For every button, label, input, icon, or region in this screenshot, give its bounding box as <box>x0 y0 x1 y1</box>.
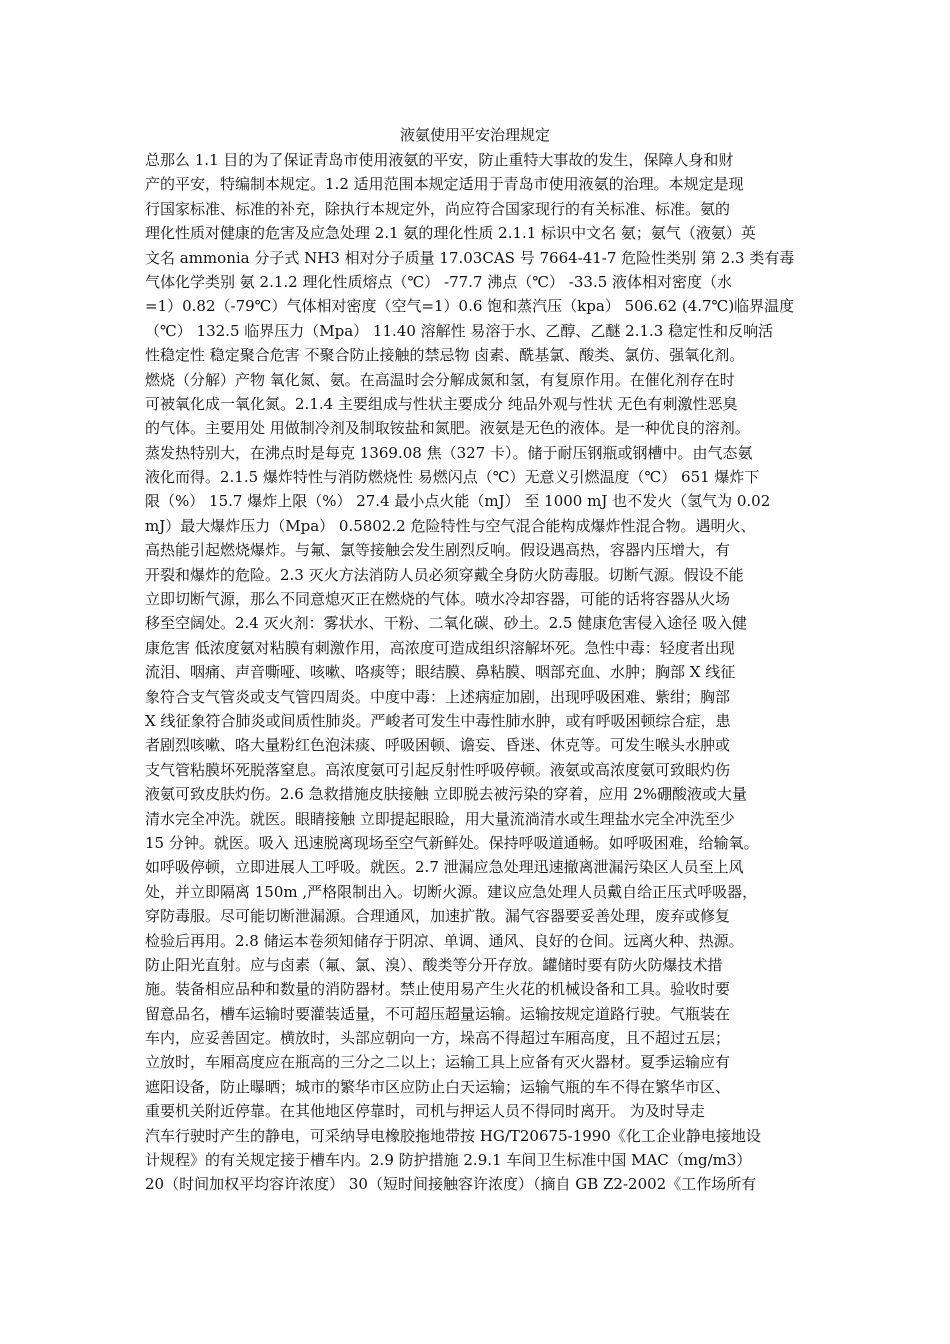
body-line: 液化而得。2.1.5 爆炸特性与消防燃烧性 易燃闪点（℃）无意义引燃温度（℃） 651 爆炸下 <box>145 468 760 487</box>
body-line: 开裂和爆炸的危险。2.3 灭火方法消防人员必须穿戴全身防火防毒服。切断气源。假设不能 <box>145 565 744 584</box>
body-line: 留意品名，槽车运输时要灌装适量，不可超压超量运输。运输按规定道路行驶。气瓶装在 <box>145 1004 731 1023</box>
body-line: mJ）最大爆炸压力（Mpa） 0.5802.2 危险特性与空气混合能构成爆炸性混合物。遇明火、 <box>145 516 756 535</box>
body-line: 的气体。主要用处 用做制冷剂及制取铵盐和氮肥。液氨是无色的液体。是一种优良的溶剂。 <box>145 419 750 438</box>
body-line: 气体化学类别 氨 2.1.2 理化性质熔点（℃） -77.7 沸点（℃） -33.5 液体相对密度（水 <box>145 272 733 291</box>
body-line: 处，并立即隔离 150m ,严格限制出入。切断火源。建议应急处理人员戴自给正压式呼吸器， <box>145 882 758 901</box>
body-line: 康危害 低浓度氨对粘膜有刺激作用，高浓度可造成组织溶解坏死。急性中毒：轻度者出现 <box>145 638 735 657</box>
body-line: 清水完全冲洗。就医。眼睛接触 立即提起眼睑，用大量流淌清水或生理盐水完全冲洗至少 <box>145 809 735 828</box>
body-line: =1）0.82（-79℃）气体相对密度（空气=1）0.6 饱和蒸汽压（kpa） 506.62 (4.7℃)临界温度 <box>145 297 795 316</box>
body-line: 15 分钟。就医。吸入 迅速脱离现场至空气新鲜处。保持呼吸道通畅。如呼吸困难，给输氧。 <box>145 833 759 852</box>
body-line: 移至空阔处。2.4 灭火剂：雾状水、干粉、二氧化碳、砂土。2.5 健康危害侵入途径 吸入健 <box>145 614 748 633</box>
body-line: 液氨可致皮肤灼伤。2.6 急救措施皮肤接触 立即脱去被污染的穿着，应用 2%硼酸液或大量 <box>145 785 747 804</box>
body-line: 支气管粘膜坏死脱落窒息。高浓度氨可引起反射性呼吸停顿。液氨或高浓度氨可致眼灼伤 <box>145 760 731 779</box>
body-line: X 线征象符合肺炎或间质性肺炎。严峻者可发生中毒性肺水肿，或有呼吸困顿综合症，患 <box>145 711 731 730</box>
document-body <box>145 148 820 1197</box>
body-line: 可被氧化成一氧化氮。2.1.4 主要组成与性状主要成分 纯品外观与性状 无色有刺激性恶臭 <box>145 394 738 413</box>
body-line: 蒸发热特别大，在沸点时是每克 1369.08 焦（327 卡）。储于耐压钢瓶或钢槽中。由气态氨 <box>145 443 753 462</box>
body-line: 文名 ammonia 分子式 NH3 相对分子质量 17.03CAS 号 7664-41-7 危险性类别 第 2.3 类有毒 <box>145 248 795 267</box>
body-line: 穿防毒服。尽可能切断泄漏源。合理通风，加速扩散。漏气容器要妥善处理，废弃或修复 <box>145 907 731 926</box>
body-line: 性稳定性 稳定聚合危害 不聚合防止接触的禁忌物 卤素、酰基氯、酸类、氯仿、强氧化剂。 <box>145 346 745 365</box>
body-line: 20（时间加权平均容许浓度） 30（短时间接触容许浓度）（摘自 GB Z2-2002《工作场所有 <box>145 1175 757 1194</box>
body-line: 燃烧（分解）产物 氧化氮、氨。在高温时会分解成氮和氢，有复原作用。在催化剂存在时 <box>145 370 735 389</box>
body-line: 高热能引起燃烧爆炸。与氟、氯等接触会发生剧烈反响。假设遇高热，容器内压增大，有 <box>145 541 731 560</box>
body-line: 立即切断气源，那么不同意熄灭正在燃烧的气体。喷水冷却容器，可能的话将容器从火场 <box>145 590 731 609</box>
body-line: 限（%） 15.7 爆炸上限（%） 27.4 最小点火能（mJ） 至 1000 mJ 也不发火（氢气为 0.02 <box>145 492 771 511</box>
body-line: 重要机关附近停靠。在其他地区停靠时，司机与押运人员不得同时离开。 为及时导走 <box>145 1102 705 1121</box>
body-line: 施。装备相应品种和数量的消防器材。禁止使用易产生火花的机械设备和工具。验收时要 <box>145 980 731 999</box>
body-line: 汽车行驶时产生的静电，可采纳导电橡胶拖地带按 HG/T20675-1990《化工企业静电接地设 <box>145 1126 761 1145</box>
body-line: 产的平安，特编制本规定。1.2 适用范围本规定适用于青岛市使用液氨的治理。本规定是现 <box>145 175 744 194</box>
body-line: 者剧烈咳嗽、咯大量粉红色泡沫痰、呼吸困顿、谵妄、昏迷、休克等。可发生喉头水肿或 <box>145 736 731 755</box>
body-line: 理化性质对健康的危害及应急处理 2.1 氨的理化性质 2.1.1 标识中文名 氨；氨气（液氨）英 <box>145 224 756 243</box>
body-line: 总那么 1.1 目的为了保证青岛市使用液氨的平安，防止重特大事故的发生，保障人身和财 <box>145 151 734 169</box>
body-line: 遮阳设备，防止曝晒；城市的繁华市区应防止白天运输；运输气瓶的车不得在繁华市区、 <box>145 1077 731 1096</box>
body-line: 流泪、咽痛、声音嘶哑、咳嗽、咯痰等；眼结膜、鼻粘膜、咽部充血、水肿；胸部 X 线征 <box>145 663 736 682</box>
body-line: 检验后再用。2.8 储运本卷须知储存于阴凉、单调、通风、良好的仓间。远离火种、热源。 <box>145 931 744 950</box>
body-line: （℃） 132.5 临界压力（Mpa） 11.40 溶解性 易溶于水、乙醇、乙醚 2.1.3 稳定性和反响活 <box>145 321 774 340</box>
body-line: 象符合支气管炎或支气管四周炎。中度中毒：上述病症加剧，出现呼吸困难、紫绀；胸部 <box>145 687 731 706</box>
body-line: 立放时，车厢高度应在瓶高的三分之二以上；运输工具上应备有灭火器材。夏季运输应有 <box>145 1053 731 1072</box>
body-line: 计规程》的有关规定接于槽车内。2.9 防护措施 2.9.1 车间卫生标准中国 MAC（mg/m3） <box>145 1151 752 1170</box>
body-line: 车内，应妥善固定。横放时，头部应朝向一方，垛高不得超过车厢高度，且不超过五层； <box>145 1029 731 1048</box>
document-title: 液氨使用平安治理规定 <box>399 126 550 144</box>
body-line: 防止阳光直射。应与卤素（氟、氯、溴）、酸类等分开存放。罐储时要有防火防爆技术措 <box>145 955 723 974</box>
body-line: 行国家标准、标准的补充，除执行本规定外，尚应符合国家现行的有关标准、标准。氨的 <box>145 199 731 218</box>
body-line: 如呼吸停顿，立即进展人工呼吸。就医。2.7 泄漏应急处理迅速撤离泄漏污染区人员至上风 <box>145 858 744 877</box>
